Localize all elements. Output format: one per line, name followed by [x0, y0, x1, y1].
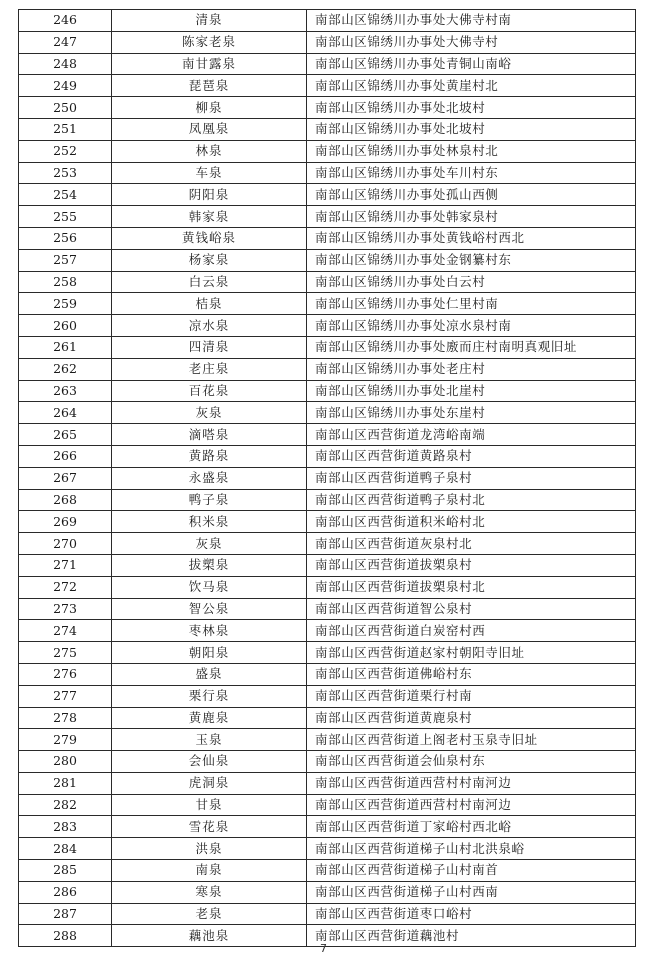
spring-location-cell: 南部山区西营街道西营村村南河边	[307, 772, 636, 794]
row-number-cell: 266	[19, 445, 112, 467]
table-row	[19, 162, 636, 184]
spring-name-cell: 白云泉	[112, 271, 307, 293]
table-row	[19, 620, 636, 642]
spring-location-cell: 南部山区西营街道拔槊泉村	[307, 554, 636, 576]
spring-name-cell: 南泉	[112, 860, 307, 882]
spring-name-cell: 枣林泉	[112, 620, 307, 642]
row-number-cell: 283	[19, 816, 112, 838]
table-row	[19, 445, 636, 467]
spring-location-cell: 南部山区锦绣川办事处孤山西侧	[307, 184, 636, 206]
table-row	[19, 489, 636, 511]
table-row	[19, 816, 636, 838]
spring-location-cell: 南部山区西营街道灰泉村北	[307, 533, 636, 555]
spring-name-cell: 栗行泉	[112, 685, 307, 707]
spring-location-cell: 南部山区西营街道梯子山村西南	[307, 881, 636, 903]
spring-name-cell: 老泉	[112, 903, 307, 925]
spring-location-cell: 南部山区锦绣川办事处金钢纂村东	[307, 249, 636, 271]
table-row	[19, 663, 636, 685]
spring-name-cell: 朝阳泉	[112, 642, 307, 664]
springs-table	[18, 9, 636, 947]
spring-location-cell: 南部山区西营街道西营村村南河边	[307, 794, 636, 816]
spring-name-cell: 拔槊泉	[112, 554, 307, 576]
row-number-cell: 253	[19, 162, 112, 184]
row-number-cell: 260	[19, 315, 112, 337]
table-row	[19, 598, 636, 620]
table-row	[19, 10, 636, 32]
spring-name-cell: 车泉	[112, 162, 307, 184]
table-row	[19, 118, 636, 140]
row-number-cell: 269	[19, 511, 112, 533]
spring-name-cell: 洪泉	[112, 838, 307, 860]
spring-name-cell: 滴嗒泉	[112, 424, 307, 446]
spring-name-cell: 四清泉	[112, 336, 307, 358]
table-row	[19, 140, 636, 162]
spring-name-cell: 琵琶泉	[112, 75, 307, 97]
row-number-cell: 282	[19, 794, 112, 816]
table-row	[19, 249, 636, 271]
row-number-cell: 251	[19, 118, 112, 140]
table-row	[19, 838, 636, 860]
spring-name-cell: 黄钱峪泉	[112, 227, 307, 249]
spring-name-cell: 积米泉	[112, 511, 307, 533]
spring-name-cell: 阴阳泉	[112, 184, 307, 206]
table-row	[19, 576, 636, 598]
spring-name-cell: 饮马泉	[112, 576, 307, 598]
spring-location-cell: 南部山区西营街道拔槊泉村北	[307, 576, 636, 598]
row-number-cell: 278	[19, 707, 112, 729]
table-row	[19, 554, 636, 576]
spring-location-cell: 南部山区西营街道赵家村朝阳寺旧址	[307, 642, 636, 664]
table-row	[19, 358, 636, 380]
row-number-cell: 246	[19, 10, 112, 32]
row-number-cell: 273	[19, 598, 112, 620]
row-number-cell: 258	[19, 271, 112, 293]
row-number-cell: 264	[19, 402, 112, 424]
spring-name-cell: 鸭子泉	[112, 489, 307, 511]
spring-location-cell: 南部山区锦绣川办事处凉水泉村南	[307, 315, 636, 337]
spring-name-cell: 黄鹿泉	[112, 707, 307, 729]
row-number-cell: 280	[19, 751, 112, 773]
spring-location-cell: 南部山区西营街道丁家峪村西北峪	[307, 816, 636, 838]
spring-name-cell: 林泉	[112, 140, 307, 162]
row-number-cell: 261	[19, 336, 112, 358]
row-number-cell: 279	[19, 729, 112, 751]
table-row	[19, 685, 636, 707]
springs-table-body	[19, 10, 636, 947]
spring-name-cell: 会仙泉	[112, 751, 307, 773]
spring-location-cell: 南部山区锦绣川办事处黄钱峪村西北	[307, 227, 636, 249]
spring-name-cell: 智公泉	[112, 598, 307, 620]
spring-name-cell: 藕池泉	[112, 925, 307, 947]
table-row	[19, 424, 636, 446]
spring-location-cell: 南部山区锦绣川办事处青铜山南峪	[307, 53, 636, 75]
spring-name-cell: 盛泉	[112, 663, 307, 685]
spring-name-cell: 韩家泉	[112, 206, 307, 228]
table-row	[19, 903, 636, 925]
table-row	[19, 206, 636, 228]
spring-location-cell: 南部山区西营街道鸭子泉村	[307, 467, 636, 489]
row-number-cell: 277	[19, 685, 112, 707]
row-number-cell: 256	[19, 227, 112, 249]
spring-location-cell: 南部山区锦绣川办事处大佛寺村	[307, 31, 636, 53]
row-number-cell: 268	[19, 489, 112, 511]
table-row	[19, 794, 636, 816]
spring-name-cell: 凤凰泉	[112, 118, 307, 140]
spring-name-cell: 黄路泉	[112, 445, 307, 467]
table-row	[19, 31, 636, 53]
spring-location-cell: 南部山区锦绣川办事处林泉村北	[307, 140, 636, 162]
spring-location-cell: 南部山区锦绣川办事处北崖村	[307, 380, 636, 402]
row-number-cell: 250	[19, 97, 112, 119]
spring-name-cell: 凉水泉	[112, 315, 307, 337]
spring-location-cell: 南部山区锦绣川办事处东崖村	[307, 402, 636, 424]
table-row	[19, 402, 636, 424]
spring-location-cell: 南部山区西营街道黄路泉村	[307, 445, 636, 467]
spring-location-cell: 南部山区西营街道会仙泉村东	[307, 751, 636, 773]
row-number-cell: 287	[19, 903, 112, 925]
spring-location-cell: 南部山区西营街道白炭窑村西	[307, 620, 636, 642]
row-number-cell: 248	[19, 53, 112, 75]
row-number-cell: 271	[19, 554, 112, 576]
table-row	[19, 533, 636, 555]
spring-location-cell: 南部山区锦绣川办事处北坡村	[307, 118, 636, 140]
spring-location-cell: 南部山区锦绣川办事处老庄村	[307, 358, 636, 380]
row-number-cell: 288	[19, 925, 112, 947]
spring-location-cell: 南部山区西营街道梯子山村南首	[307, 860, 636, 882]
spring-location-cell: 南部山区西营街道梯子山村北洪泉峪	[307, 838, 636, 860]
spring-name-cell: 甘泉	[112, 794, 307, 816]
spring-name-cell: 灰泉	[112, 533, 307, 555]
spring-name-cell: 清泉	[112, 10, 307, 32]
table-row	[19, 184, 636, 206]
spring-name-cell: 南甘露泉	[112, 53, 307, 75]
row-number-cell: 270	[19, 533, 112, 555]
spring-location-cell: 南部山区锦绣川办事处北坡村	[307, 97, 636, 119]
spring-name-cell: 灰泉	[112, 402, 307, 424]
spring-location-cell: 南部山区西营街道黄鹿泉村	[307, 707, 636, 729]
table-row	[19, 729, 636, 751]
spring-location-cell: 南部山区西营街道智公泉村	[307, 598, 636, 620]
spring-location-cell: 南部山区西营街道上阁老村玉泉寺旧址	[307, 729, 636, 751]
spring-location-cell: 南部山区锦绣川办事处大佛寺村南	[307, 10, 636, 32]
table-row	[19, 751, 636, 773]
row-number-cell: 281	[19, 772, 112, 794]
row-number-cell: 265	[19, 424, 112, 446]
row-number-cell: 284	[19, 838, 112, 860]
spring-name-cell: 永盛泉	[112, 467, 307, 489]
table-row	[19, 707, 636, 729]
spring-location-cell: 南部山区西营街道积米峪村北	[307, 511, 636, 533]
table-row	[19, 467, 636, 489]
row-number-cell: 252	[19, 140, 112, 162]
row-number-cell: 267	[19, 467, 112, 489]
table-row	[19, 380, 636, 402]
row-number-cell: 286	[19, 881, 112, 903]
row-number-cell: 257	[19, 249, 112, 271]
spring-name-cell: 玉泉	[112, 729, 307, 751]
spring-location-cell: 南部山区西营街道栗行村南	[307, 685, 636, 707]
row-number-cell: 276	[19, 663, 112, 685]
table-row	[19, 53, 636, 75]
spring-location-cell: 南部山区锦绣川办事处白云村	[307, 271, 636, 293]
table-row	[19, 881, 636, 903]
spring-location-cell: 南部山区西营街道藕池村	[307, 925, 636, 947]
spring-location-cell: 南部山区锦绣川办事处廒而庄村南明真观旧址	[307, 336, 636, 358]
spring-location-cell: 南部山区锦绣川办事处黄崖村北	[307, 75, 636, 97]
spring-location-cell: 南部山区锦绣川办事处仁里村南	[307, 293, 636, 315]
spring-location-cell: 南部山区西营街道枣口峪村	[307, 903, 636, 925]
table-row	[19, 227, 636, 249]
spring-name-cell: 虎洞泉	[112, 772, 307, 794]
table-row	[19, 271, 636, 293]
page-number: 7	[320, 942, 327, 955]
table-row	[19, 293, 636, 315]
spring-location-cell: 南部山区西营街道佛峪村东	[307, 663, 636, 685]
row-number-cell: 285	[19, 860, 112, 882]
table-row	[19, 642, 636, 664]
table-row	[19, 315, 636, 337]
row-number-cell: 254	[19, 184, 112, 206]
spring-name-cell: 陈家老泉	[112, 31, 307, 53]
table-row	[19, 75, 636, 97]
row-number-cell: 263	[19, 380, 112, 402]
row-number-cell: 247	[19, 31, 112, 53]
row-number-cell: 262	[19, 358, 112, 380]
spring-location-cell: 南部山区锦绣川办事处车川村东	[307, 162, 636, 184]
spring-name-cell: 桔泉	[112, 293, 307, 315]
row-number-cell: 274	[19, 620, 112, 642]
row-number-cell: 272	[19, 576, 112, 598]
table-row	[19, 772, 636, 794]
spring-location-cell: 南部山区西营街道鸭子泉村北	[307, 489, 636, 511]
spring-location-cell: 南部山区西营街道龙湾峪南端	[307, 424, 636, 446]
table-row	[19, 860, 636, 882]
row-number-cell: 255	[19, 206, 112, 228]
spring-name-cell: 杨家泉	[112, 249, 307, 271]
table-row	[19, 336, 636, 358]
spring-name-cell: 柳泉	[112, 97, 307, 119]
table-row	[19, 97, 636, 119]
spring-location-cell: 南部山区锦绣川办事处韩家泉村	[307, 206, 636, 228]
row-number-cell: 275	[19, 642, 112, 664]
spring-name-cell: 老庄泉	[112, 358, 307, 380]
row-number-cell: 259	[19, 293, 112, 315]
row-number-cell: 249	[19, 75, 112, 97]
spring-name-cell: 雪花泉	[112, 816, 307, 838]
spring-name-cell: 寒泉	[112, 881, 307, 903]
spring-name-cell: 百花泉	[112, 380, 307, 402]
table-row	[19, 511, 636, 533]
